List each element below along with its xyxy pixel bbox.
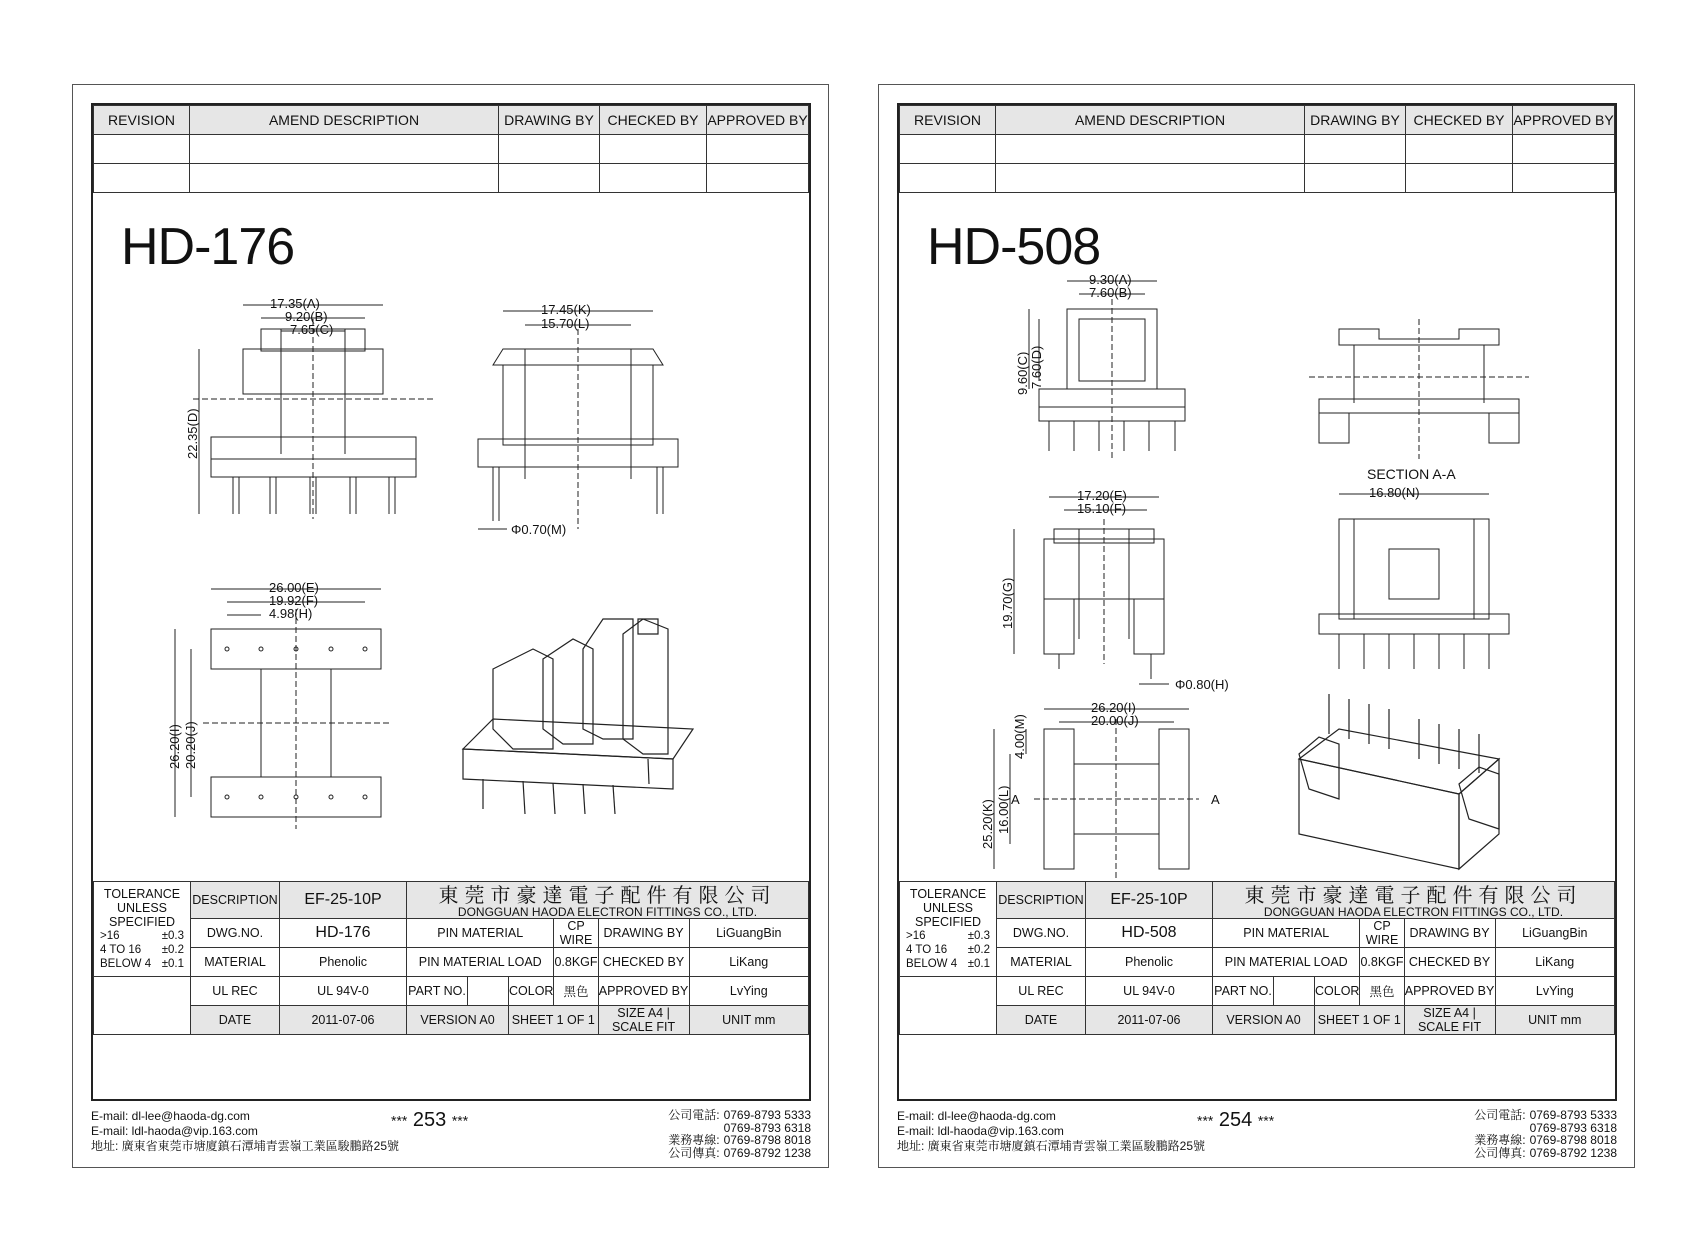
color-value: 黑色 xyxy=(1360,977,1404,1006)
sheet-footer xyxy=(91,1109,811,1165)
tol2-label: 4 TO 16 xyxy=(906,944,948,956)
technical-drawing-hd-508 xyxy=(899,272,1615,881)
dim-e-label: 26.00(E) xyxy=(269,580,319,595)
checked-by-header: CHECKED BY xyxy=(1406,106,1513,135)
dim-b-label: 9.20(B) xyxy=(285,309,328,324)
section-label: SECTION A-A xyxy=(1367,466,1456,482)
dim-h-label: 4.98(H) xyxy=(269,606,313,621)
dim-n-label: 16.80(N) xyxy=(1369,485,1420,500)
date-value: 2011-07-06 xyxy=(1086,1006,1213,1035)
end-view xyxy=(1319,494,1509,669)
tol3-value: ±0.1 xyxy=(967,958,990,970)
dim-a-label: 17.35(A) xyxy=(270,296,320,311)
dim-e-label: 17.20(E) xyxy=(1077,488,1127,503)
pin-load-value: 0.8KGF xyxy=(554,948,598,977)
checked-by-label: CHECKED BY xyxy=(1404,948,1495,977)
fax-label: 公司傳真: xyxy=(1474,1145,1526,1160)
sheet-value: SHEET 1 OF 1 xyxy=(509,1006,599,1035)
dim-k-label: 25.20(K) xyxy=(980,799,995,849)
tolerance-label: TOLERANCE UNLESS SPECIFIED xyxy=(103,887,181,929)
tol3-label: BELOW 4 xyxy=(100,958,152,970)
sheet-footer xyxy=(897,1109,1617,1165)
company-name-cn: 東莞市豪達電子配件有限公司 xyxy=(438,883,777,907)
tel-label: 公司電話: xyxy=(668,1108,720,1122)
dim-m-label: Φ0.70(M) xyxy=(511,522,567,537)
dim-m-label: 4.00(M) xyxy=(1012,714,1027,759)
page-stars-right: *** xyxy=(1257,1112,1275,1129)
drawing-frame xyxy=(897,103,1617,1101)
dim-a-label: 9.30(A) xyxy=(1089,272,1132,287)
approved-by-header: APPROVED BY xyxy=(707,106,809,135)
unit-value: UNIT mm xyxy=(1495,1006,1614,1035)
dim-h-label: Φ0.80(H) xyxy=(1175,677,1229,692)
version-value: VERSION A0 xyxy=(407,1006,509,1035)
page-number: 254 xyxy=(1218,1109,1253,1131)
version-value: VERSION A0 xyxy=(1213,1006,1315,1035)
ul-rec-value: UL 94V-0 xyxy=(280,977,407,1006)
tol1-label: >16 xyxy=(906,930,926,942)
fax-label: 公司傳真: xyxy=(668,1145,720,1160)
dim-f-label: 15.10(F) xyxy=(1077,501,1127,516)
revision-table xyxy=(93,105,809,193)
description-label: DESCRIPTION xyxy=(191,882,280,919)
tol1-label: >16 xyxy=(100,930,120,942)
date-value: 2011-07-06 xyxy=(280,1006,407,1035)
pin-material-value: CP WIRE xyxy=(554,919,598,948)
address: 地址: 廣東省東莞市塘廈鎮石潭埔青雲嶺工業區駿鵬路25號 xyxy=(897,1139,1206,1153)
page-stars-left: *** xyxy=(1197,1112,1214,1129)
approved-by-value: LvYing xyxy=(689,977,808,1006)
revision-table xyxy=(899,105,1615,193)
email-primary: E-mail: dl-lee@haoda-dg.com xyxy=(897,1109,1056,1123)
dwg-no-value: HD-176 xyxy=(280,919,407,948)
checked-by-value: LiKang xyxy=(1495,948,1614,977)
tel2-value: 0769-8793 6318 xyxy=(723,1120,811,1135)
email-primary: E-mail: dl-lee@haoda-dg.com xyxy=(91,1109,250,1123)
color-value: 黑色 xyxy=(554,977,598,1006)
ul-rec-label: UL REC xyxy=(997,977,1086,1006)
pin-material-label: PIN MATERIAL xyxy=(1213,919,1360,948)
dim-g-label: 19.70(G) xyxy=(1000,577,1015,629)
approved-by-header: APPROVED BY xyxy=(1513,106,1615,135)
email-secondary: E-mail: ldl-haoda@vip.163.com xyxy=(897,1124,1064,1138)
sales-label: 業務專線: xyxy=(1474,1133,1526,1147)
date-label: DATE xyxy=(997,1006,1086,1035)
tol1-value: ±0.3 xyxy=(161,930,184,942)
dwg-no-label: DWG.NO. xyxy=(997,919,1086,948)
page-number: 253 xyxy=(412,1109,447,1131)
section-marker-right: A xyxy=(1211,792,1220,807)
drawing-sheet-hd-508 xyxy=(878,84,1635,1168)
drawing-by-label: DRAWING BY xyxy=(598,919,689,948)
drawing-frame xyxy=(91,103,811,1101)
amend-description-header: AMEND DESCRIPTION xyxy=(996,106,1305,135)
revision-header: REVISION xyxy=(900,106,996,135)
section-view xyxy=(1309,319,1529,459)
tol2-value: ±0.2 xyxy=(967,944,990,956)
tol2-value: ±0.2 xyxy=(161,944,184,956)
color-label: COLOR xyxy=(509,977,554,1006)
model-number: HD-176 xyxy=(121,218,295,276)
dim-l-label: 16.00(L) xyxy=(996,785,1011,834)
material-label: MATERIAL xyxy=(191,948,280,977)
dwg-no-label: DWG.NO. xyxy=(191,919,280,948)
ul-rec-value: UL 94V-0 xyxy=(1086,977,1213,1006)
side-view xyxy=(1014,497,1169,684)
company-name-en: DONGGUAN HAODA ELECTRON FITTINGS CO., LTD. xyxy=(457,905,758,919)
company-name-cn: 東莞市豪達電子配件有限公司 xyxy=(1244,883,1583,907)
page-stars-right: *** xyxy=(451,1112,469,1129)
tel-label: 公司電話: xyxy=(1474,1108,1526,1122)
pin-material-label: PIN MATERIAL xyxy=(407,919,554,948)
sales-value: 0769-8798 8018 xyxy=(1529,1133,1617,1147)
dim-i-label: 26.20(I) xyxy=(1091,700,1136,715)
isometric-view xyxy=(463,619,693,814)
dim-j-label: 20.00(J) xyxy=(1091,713,1139,728)
color-label: COLOR xyxy=(1315,977,1360,1006)
tol2-label: 4 TO 16 xyxy=(100,944,142,956)
description-value: EF-25-10P xyxy=(1086,882,1213,919)
fax-value: 0769-8792 1238 xyxy=(723,1145,811,1160)
address: 地址: 廣東省東莞市塘廈鎮石潭埔青雲嶺工業區駿鵬路25號 xyxy=(91,1139,400,1153)
dim-b-label: 7.60(B) xyxy=(1089,285,1132,300)
checked-by-header: CHECKED BY xyxy=(600,106,707,135)
front-view xyxy=(193,305,433,519)
side-view xyxy=(478,311,678,529)
title-block: TOLERANCE UNLESS SPECIFIED >16 ±0.3 4 TO 16 ±0.2 BELOW 4 ±0.1 DESCRIPTION EF-25-10P 東莞市豪達電子配件有限公司 DONGGUAN HAODA ELECTRON FITTINGS CO., LTD. DWG.NO. HD-508 PIN MATERIAL CP WIRE DRAWING BY LiGuangBin MATERIAL Phenolic PIN MATERIAL LOAD 0.8KGF CHECKED BY LiKang UL REC UL 94V-0 PART NO. COLOR 黑色 APPROVED BY LvYing DATE 2011-07-06 VERSION A0 SHEET 1 OF 1 SIZE A4 | SCALE FIT UNIT mm xyxy=(899,881,1615,1035)
approved-by-value: LvYing xyxy=(1495,977,1614,1006)
description-value: EF-25-10P xyxy=(280,882,407,919)
dim-i-label: 26.20(I) xyxy=(167,724,182,769)
part-no-label: PART NO. xyxy=(1213,977,1274,1006)
dim-j-label: 20.20(J) xyxy=(183,721,198,769)
approved-by-label: APPROVED BY xyxy=(1404,977,1495,1006)
drawing-by-value: LiGuangBin xyxy=(1495,919,1614,948)
scale-value: SCALE FIT xyxy=(611,1020,676,1034)
tel-value: 0769-8793 5333 xyxy=(723,1108,811,1122)
drawing-sheet-hd-176 xyxy=(72,84,829,1168)
tel-value: 0769-8793 5333 xyxy=(1529,1108,1617,1122)
sheet-value: SHEET 1 OF 1 xyxy=(1315,1006,1405,1035)
dim-k-label: 17.45(K) xyxy=(541,302,591,317)
size-value: SIZE A4 xyxy=(617,1006,664,1020)
dim-d-label: 22.35(D) xyxy=(185,408,200,459)
part-no-label: PART NO. xyxy=(407,977,468,1006)
email-secondary: E-mail: ldl-haoda@vip.163.com xyxy=(91,1124,258,1138)
model-number: HD-508 xyxy=(927,218,1101,276)
title-block: TOLERANCE UNLESS SPECIFIED >16 ±0.3 4 TO 16 ±0.2 BELOW 4 ±0.1 DESCRIPTION EF-25-10P 東莞市豪達電子配件有限公司 DONGGUAN HAODA ELECTRON FITTINGS CO., LTD. DWG.NO. HD-176 PIN MATERIAL CP WIRE DRAWING BY LiGuangBin MATERIAL Phenolic PIN MATERIAL LOAD 0.8KGF CHECKED BY LiKang UL REC UL 94V-0 PART NO. COLOR 黑色 APPROVED BY LvYing DATE 2011-07-06 VERSION A0 SHEET 1 OF 1 SIZE A4 | SCALE FIT UNIT mm xyxy=(93,881,809,1035)
sales-value: 0769-8798 8018 xyxy=(723,1133,811,1147)
checked-by-label: CHECKED BY xyxy=(598,948,689,977)
top-view xyxy=(175,589,389,829)
size-value: SIZE A4 xyxy=(1423,1006,1470,1020)
pin-load-value: 0.8KGF xyxy=(1360,948,1404,977)
tol1-value: ±0.3 xyxy=(967,930,990,942)
pin-load-label: PIN MATERIAL LOAD xyxy=(1213,948,1360,977)
section-marker-left: A xyxy=(1011,792,1020,807)
dwg-no-value: HD-508 xyxy=(1086,919,1213,948)
dim-d-label: 7.60(D) xyxy=(1029,345,1044,389)
scale-value: SCALE FIT xyxy=(1417,1020,1482,1034)
revision-header: REVISION xyxy=(94,106,190,135)
approved-by-label: APPROVED BY xyxy=(598,977,689,1006)
company-name-en: DONGGUAN HAODA ELECTRON FITTINGS CO., LTD. xyxy=(1263,905,1564,919)
material-value: Phenolic xyxy=(1086,948,1213,977)
drawing-by-header: DRAWING BY xyxy=(499,106,600,135)
dim-c-label: 7.65(C) xyxy=(290,322,334,337)
drawing-by-label: DRAWING BY xyxy=(1404,919,1495,948)
page-stars-left: *** xyxy=(391,1112,408,1129)
front-view xyxy=(1029,281,1185,459)
pin-material-value: CP WIRE xyxy=(1360,919,1404,948)
tolerance-label: TOLERANCE UNLESS SPECIFIED xyxy=(909,887,987,929)
pin-load-label: PIN MATERIAL LOAD xyxy=(407,948,554,977)
fax-value: 0769-8792 1238 xyxy=(1529,1145,1617,1160)
material-value: Phenolic xyxy=(280,948,407,977)
tol3-label: BELOW 4 xyxy=(906,958,958,970)
ul-rec-label: UL REC xyxy=(191,977,280,1006)
checked-by-value: LiKang xyxy=(689,948,808,977)
technical-drawing-hd-176 xyxy=(93,289,809,881)
dim-f-label: 19.92(F) xyxy=(269,593,319,608)
drawing-by-header: DRAWING BY xyxy=(1305,106,1406,135)
amend-description-header: AMEND DESCRIPTION xyxy=(190,106,499,135)
date-label: DATE xyxy=(191,1006,280,1035)
tel2-value: 0769-8793 6318 xyxy=(1529,1120,1617,1135)
isometric-view xyxy=(1299,694,1499,869)
material-label: MATERIAL xyxy=(997,948,1086,977)
tol3-value: ±0.1 xyxy=(161,958,184,970)
description-label: DESCRIPTION xyxy=(997,882,1086,919)
dim-l-label: 15.70(L) xyxy=(541,316,590,331)
sales-label: 業務專線: xyxy=(668,1133,720,1147)
dim-c-label: 9.60(C) xyxy=(1015,351,1030,395)
unit-value: UNIT mm xyxy=(689,1006,808,1035)
drawing-by-value: LiGuangBin xyxy=(689,919,808,948)
